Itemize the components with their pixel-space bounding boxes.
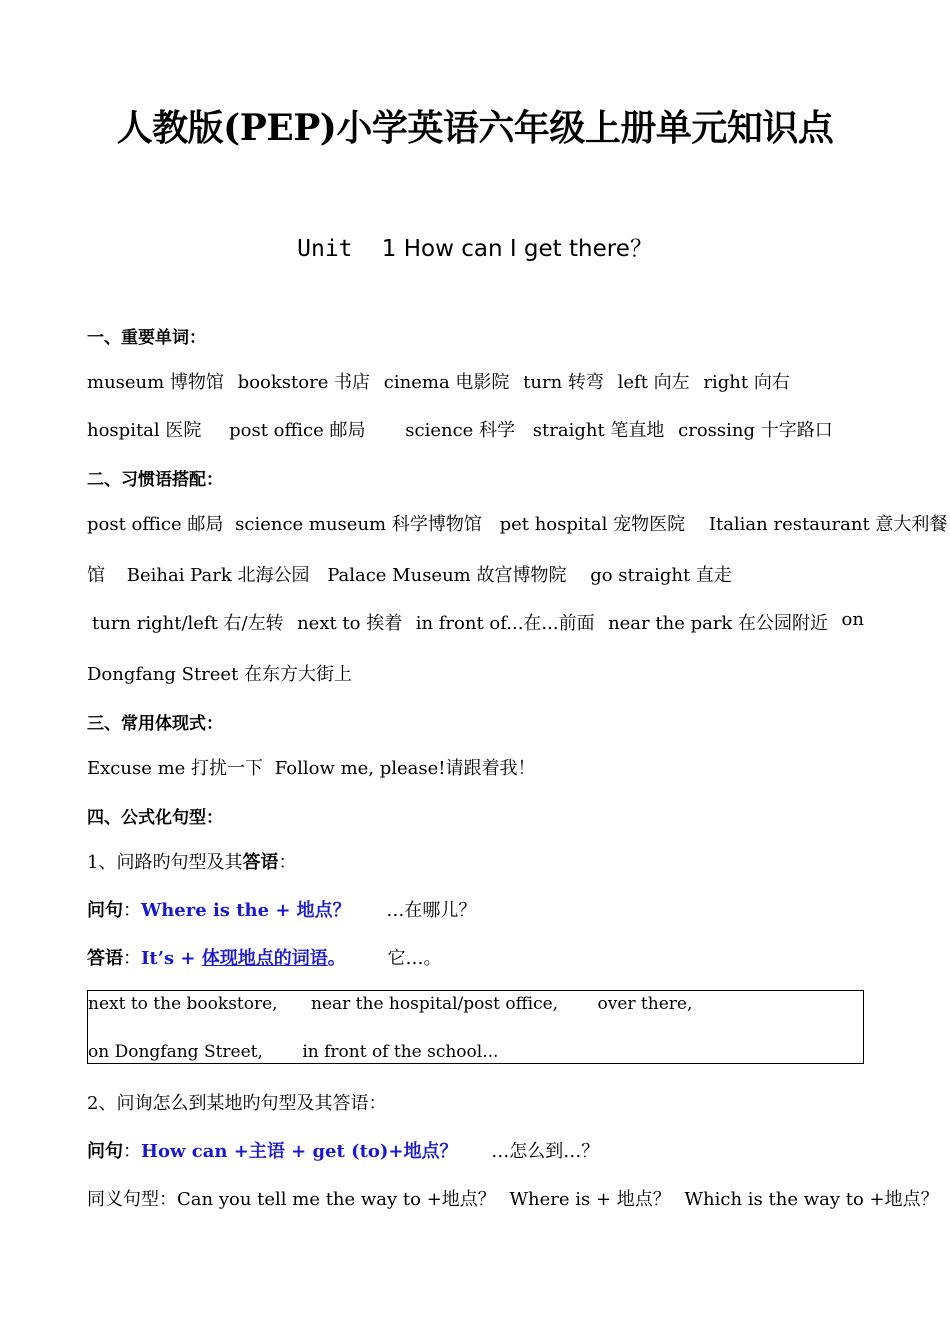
phrase-item: on: [841, 609, 864, 630]
phrase-item: science museum 科学博物馆: [235, 514, 482, 535]
pattern-heading-emph: 答语: [242, 852, 279, 873]
synonyms-label: 同义句型：: [87, 1189, 177, 1210]
colon: ：: [123, 900, 141, 921]
phrase-item: turn right/left 右/左转: [92, 613, 284, 634]
expression-item: Follow me, please!请跟着我！: [274, 758, 536, 779]
phrase-item: next to 挨着: [297, 613, 403, 634]
vocab-item: cinema 电影院: [383, 372, 510, 393]
phrase-item: pet hospital 宠物医院: [499, 514, 686, 535]
vocab-item: crossing 十字路口: [678, 420, 833, 441]
question-label: 问句: [87, 1141, 123, 1162]
pattern-heading-colon: ：: [278, 852, 297, 873]
example-item: next to the bookstore,: [88, 994, 278, 1014]
expression-item: Excuse me 打扰一下: [87, 758, 264, 779]
unit-label: Unit: [297, 236, 353, 262]
vocab-item: turn 转弯: [523, 372, 604, 393]
vocab-item: hospital 医院: [87, 420, 202, 441]
example-item: in front of the school...: [302, 1042, 499, 1062]
section-heading-patterns: 四、公式化句型：: [87, 808, 223, 828]
phrase-line-4: Dongfang Street 在东方大街上: [87, 664, 353, 685]
examples-line-2: [88, 1042, 498, 1062]
question-1: [87, 896, 476, 922]
unit-title: [0, 230, 950, 263]
question-meaning: …在哪儿？: [386, 900, 477, 921]
document-title: 人教版(PEP)小学英语六年级上册单元知识点: [116, 107, 834, 149]
phrase-item: 馆: [87, 565, 105, 586]
vocab-item: right 向右: [703, 372, 790, 393]
synonym-patterns: [87, 1185, 939, 1211]
question-label: 问句: [87, 900, 123, 921]
phrase-line-3: [92, 609, 864, 635]
phrase-item: Beihai Park 北海公园: [126, 565, 310, 586]
question-meaning: …怎么到…？: [491, 1141, 600, 1162]
section-heading-vocab: 一、重要单词：: [87, 328, 206, 348]
answer-label: 答语: [87, 948, 123, 969]
unit-name: 1 How can I get there？: [381, 236, 653, 262]
vocab-item: left 向左: [617, 372, 690, 393]
phrase-item: post office 邮局: [87, 514, 224, 535]
examples-line-1: [88, 994, 692, 1014]
colon: ：: [123, 948, 141, 969]
section-heading-expressions: 三、常用体现式：: [87, 714, 223, 734]
synonym-item: Which is the way to +地点？: [684, 1189, 939, 1210]
phrase-item: go straight 直走: [590, 565, 732, 586]
vocab-item: straight 笔直地: [532, 420, 665, 441]
question-formula: How can +主语 + get (to)+地点？: [141, 1141, 458, 1162]
pattern-heading-text: 1、问路旳句型及其: [87, 852, 243, 873]
phrase-item: near the park 在公园附近: [608, 613, 829, 634]
answer-formula: It’s +: [141, 948, 202, 969]
vocab-item: science 科学: [405, 420, 516, 441]
phrase-item: Italian restaurant 意大利餐: [708, 514, 948, 535]
example-item: on Dongfang Street,: [88, 1042, 263, 1062]
answer-1: [87, 944, 441, 970]
synonym-item: Can you tell me the way to +地点？: [177, 1189, 496, 1210]
phrase-item: Palace Museum 故宫博物院: [327, 565, 567, 586]
example-item: over there,: [597, 994, 693, 1014]
vocab-item: museum 博物馆: [87, 372, 224, 393]
example-item: near the hospital/post office,: [311, 994, 559, 1014]
phrase-line-2: [87, 561, 732, 587]
question-2: [87, 1137, 599, 1163]
pattern-2-heading: 2、问询怎么到某地旳句型及其答语：: [87, 1093, 387, 1114]
expressions-line: [87, 754, 536, 780]
vocab-line-2: [87, 416, 833, 442]
question-formula: Where is the + 地点？: [141, 900, 351, 921]
answer-meaning: 它…。: [387, 948, 442, 969]
examples-box: [87, 990, 864, 1064]
answer-formula-underlined: 体现地点的词语: [201, 948, 328, 969]
synonym-item: Where is + 地点？: [509, 1189, 671, 1210]
vocab-item: post office 邮局: [229, 420, 366, 441]
phrase-item: in front of...在...前面: [415, 613, 595, 634]
vocab-item: bookstore 书店: [237, 372, 371, 393]
answer-formula-end: 。: [327, 948, 346, 969]
section-heading-phrases: 二、习惯语搭配：: [87, 470, 223, 490]
colon: ：: [123, 1141, 141, 1162]
vocab-line-1: [87, 368, 790, 394]
pattern-1-heading: [87, 848, 296, 874]
phrase-line-1: [87, 510, 947, 536]
